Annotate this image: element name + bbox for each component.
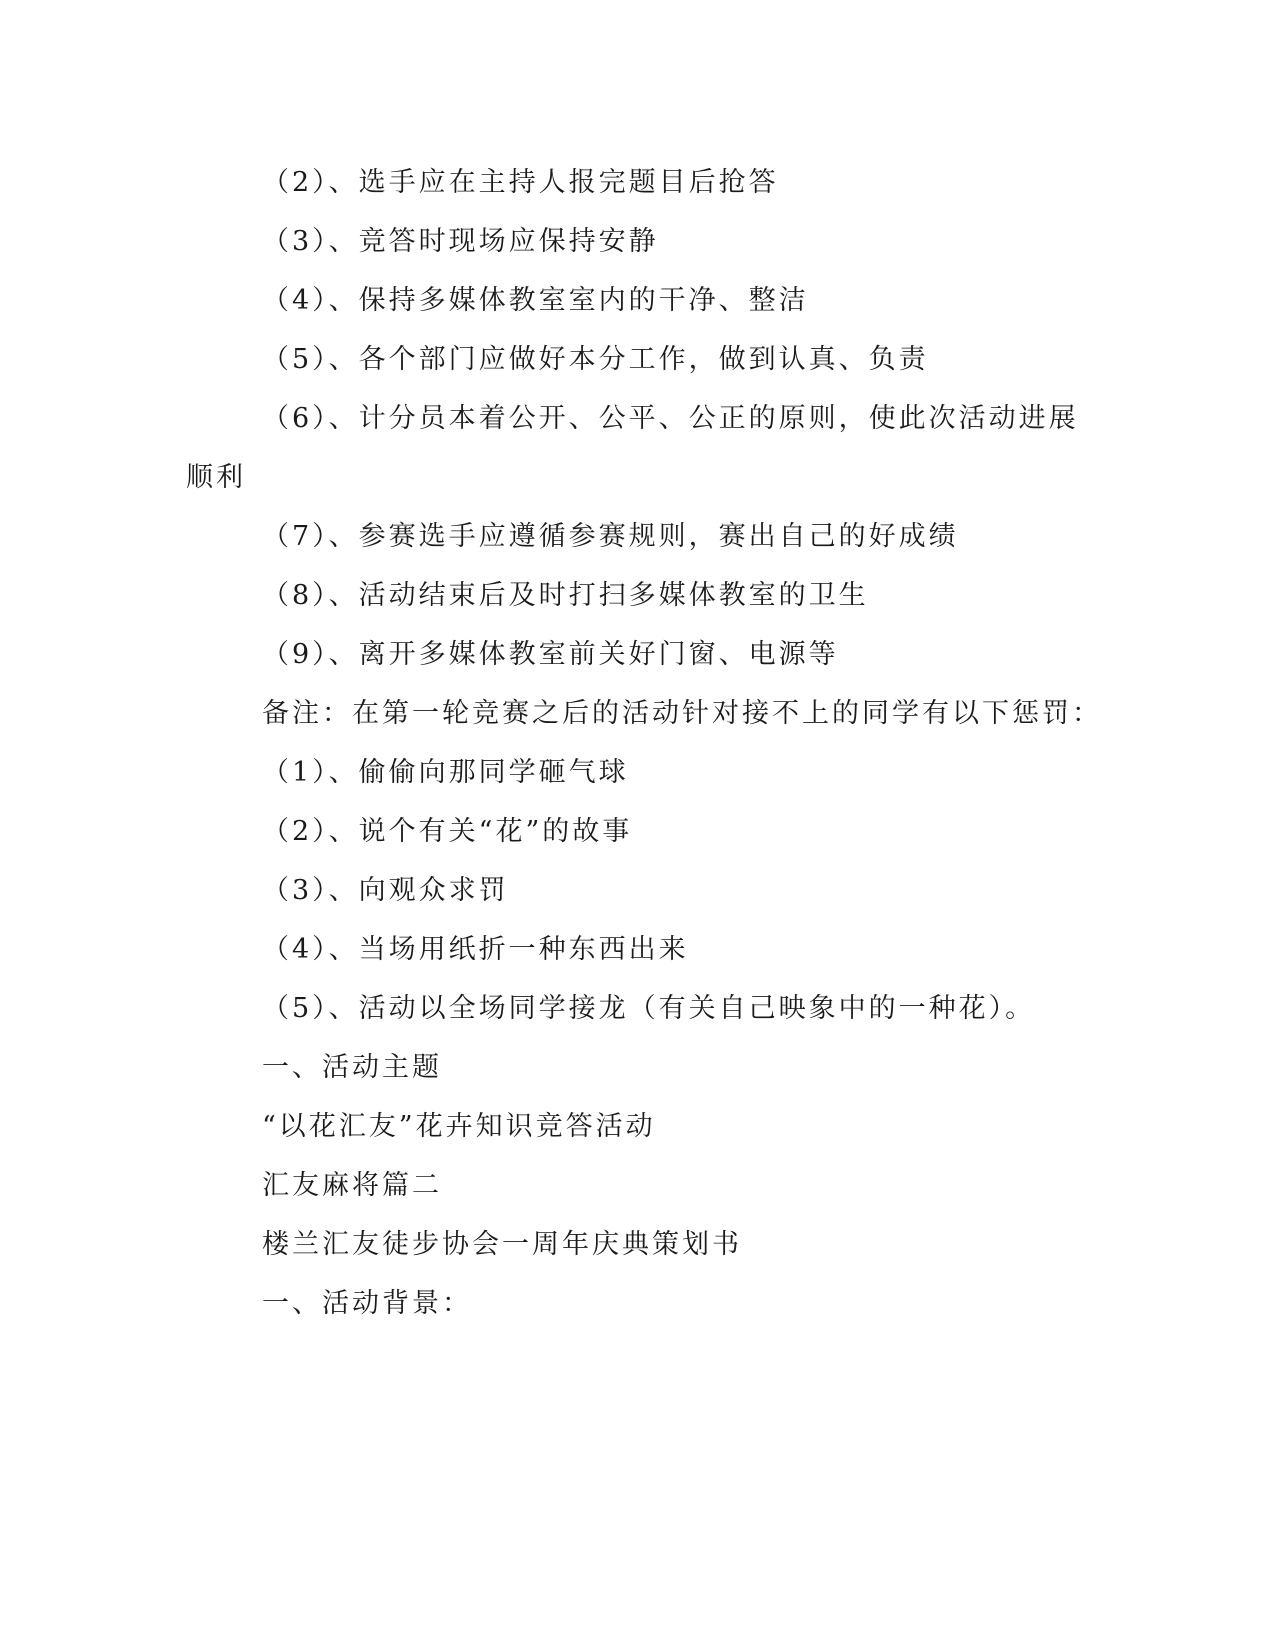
rule-item-8: （8）、活动结束后及时打扫多媒体教室的卫生	[262, 580, 869, 611]
penalty-item-3: （3）、向观众求罚	[262, 875, 509, 906]
rule-item-6: （6）、计分员本着公开、公平、公正的原则，使此次活动进展	[262, 403, 1079, 434]
note-heading: 备注：在第一轮竞赛之后的活动针对接不上的同学有以下惩罚：	[262, 698, 1102, 729]
rule-item-2: （2）、选手应在主持人报完题目后抢答	[262, 167, 779, 198]
section-heading-background: 一、活动背景：	[262, 1288, 472, 1319]
rule-item-3: （3）、竞答时现场应保持安静	[262, 226, 659, 257]
rule-item-4: （4）、保持多媒体教室室内的干净、整洁	[262, 285, 809, 316]
rule-item-9: （9）、离开多媒体教室前关好门窗、电源等	[262, 639, 839, 670]
penalty-item-5: （5）、活动以全场同学接龙（有关自己映象中的一种花）。	[262, 993, 1036, 1024]
penalty-item-2: （2）、说个有关“花”的故事	[262, 816, 633, 847]
rule-item-6-continuation: 顺利	[186, 462, 246, 493]
rule-item-7: （7）、参赛选手应遵循参赛规则，赛出自己的好成绩	[262, 521, 959, 552]
article-heading: 汇友麻将篇二	[262, 1170, 442, 1201]
section-heading-theme: 一、活动主题	[262, 1052, 442, 1083]
plan-title: 楼兰汇友徒步协会一周年庆典策划书	[262, 1229, 742, 1260]
penalty-item-1: （1）、偷偷向那同学砸气球	[262, 757, 629, 788]
theme-text: “以花汇友”花卉知识竞答活动	[262, 1111, 656, 1142]
penalty-item-4: （4）、当场用纸折一种东西出来	[262, 934, 689, 965]
rule-item-5: （5）、各个部门应做好本分工作，做到认真、负责	[262, 344, 929, 375]
